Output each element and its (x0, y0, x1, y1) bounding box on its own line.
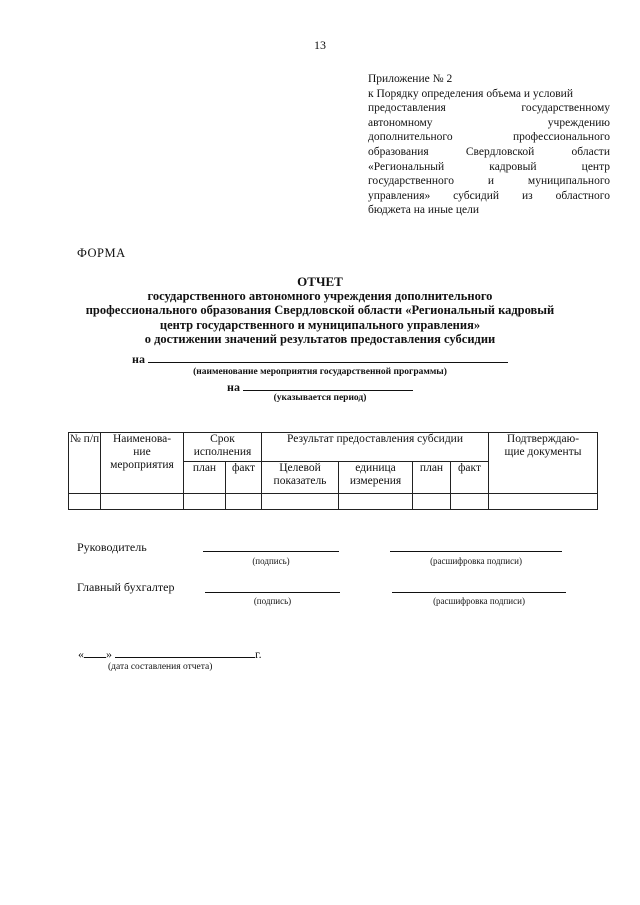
head-decoding-caption: (расшифровка подписи) (430, 556, 522, 566)
table-cell (489, 494, 598, 510)
report-title-line: центр государственного и муниципального управления» (159, 317, 481, 332)
accountant-signature-caption: (подпись) (253, 596, 292, 606)
period-prefix: на (227, 380, 240, 394)
appendix-line: «Региональный кадровый центр (368, 160, 610, 173)
event-blank (148, 351, 508, 363)
head-decoding-line (390, 551, 562, 552)
report-title-line: государственного автономного учреждения дополнительного (147, 289, 493, 304)
date-year-suffix: г. (255, 647, 262, 661)
report-title: ОТЧЕТ (297, 274, 343, 289)
head-signature-caption: (подпись) (252, 556, 290, 566)
col-term-header: Срок исполнения (184, 433, 262, 462)
head-signature-line (203, 551, 339, 552)
col-docs-header: Подтверждаю- щие документы (489, 433, 598, 494)
appendix-line: предоставления государственному (368, 102, 610, 115)
accountant-label: Главный бухгалтер (77, 580, 175, 594)
report-title-block (60, 275, 580, 346)
sub-unit: единица измерения (339, 462, 413, 494)
appendix-line: к Порядку определения объема и условий (368, 87, 573, 100)
date-day-blank (84, 646, 106, 658)
table-cell (184, 494, 226, 510)
sub-target: Целевой показатель (262, 462, 339, 494)
table-cell (339, 494, 413, 510)
sub-plan-2: план (413, 462, 451, 494)
table-cell (262, 494, 339, 510)
date-close-quote: » (106, 647, 112, 661)
appendix-line: государственного и муниципального (368, 175, 610, 188)
report-title-line: профессионального образования Свердловской области «Региональный кадровый (85, 303, 555, 318)
table-header-row (69, 433, 598, 462)
accountant-decoding-caption: (расшифровка подписи) (433, 596, 525, 606)
col-num-header: № п/п (69, 433, 101, 494)
date-open-quote: « (78, 647, 84, 661)
appendix-line: бюджета на иные цели (368, 204, 480, 217)
accountant-signature-line (205, 592, 340, 593)
event-caption: (наименование мероприятия государственной программы) (193, 367, 447, 377)
col-result-header: Результат предоставления субсидии (262, 433, 489, 462)
head-label: Руководитель (77, 540, 147, 554)
event-prefix: на (132, 352, 145, 366)
appendix-line: образования Свердловской области (368, 145, 610, 158)
table-cell (413, 494, 451, 510)
appendix-line: автономному учреждению (368, 116, 610, 129)
date-caption: (дата составления отчета) (108, 662, 213, 672)
form-label: ФОРМА (77, 246, 126, 260)
report-table (68, 432, 598, 510)
col-name-header: Наименова- ние мероприятия (101, 433, 184, 494)
table-cell (226, 494, 262, 510)
appendix-title: Приложение № 2 (368, 73, 453, 85)
accountant-decoding-line (392, 592, 566, 593)
table-row (69, 494, 598, 510)
page-number: 13 (314, 38, 326, 52)
appendix-block (368, 72, 610, 218)
period-blank (243, 379, 413, 391)
date-month-blank (115, 646, 255, 658)
table-cell (101, 494, 184, 510)
report-title-line: о достижении значений результатов предоставления субсидии (144, 331, 496, 346)
event-line (60, 351, 580, 367)
period-caption: (указывается период) (273, 393, 367, 403)
sub-fact: факт (226, 462, 262, 494)
date-line (78, 646, 262, 662)
table-cell (451, 494, 489, 510)
appendix-line: управления» субсидий из областного (368, 189, 610, 202)
appendix-line: дополнительного профессионального (368, 131, 610, 144)
sub-plan: план (184, 462, 226, 494)
sub-fact-2: факт (451, 462, 489, 494)
table-cell (69, 494, 101, 510)
